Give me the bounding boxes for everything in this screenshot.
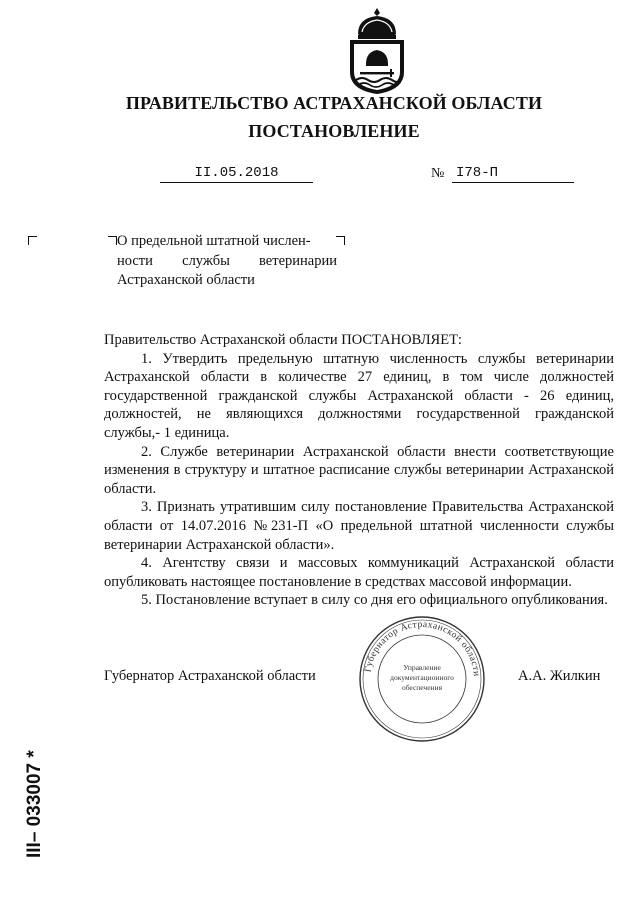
seal-outer-text: Губернатор Астраханской области (363, 619, 481, 678)
document-body (104, 331, 614, 610)
subject-bracket-left (108, 236, 117, 245)
body-item: 1. Утвердить предельную штатную численность службы ветеринарии Астраханской области в количестве 27 единиц, в том числе должностей государственной гражданской службы Астраханской области - 26 единиц, должностей, не являющихся должностями государственной гражданской службы,- 1 единица. (104, 350, 614, 441)
seal-inner-line: Управление (403, 663, 441, 672)
margin-corner-mark (28, 236, 37, 245)
document-type: ПОСТАНОВЛЕНИЕ (248, 121, 420, 141)
body-item: 3. Признать утратившим силу постановление Правительства Астраханской области от 14.07.2016 №231-П «О предельной штатной численности службы ветеринарии Астраханской области». (104, 499, 614, 553)
seal-inner-line: обеспечения (401, 683, 443, 692)
number-sign: № (431, 166, 445, 181)
government-name: ПРАВИТЕЛЬСТВО АСТРАХАНСКОЙ ОБЛАСТИ (125, 93, 543, 113)
subject-line: Астраханской области (117, 272, 255, 288)
serial-text: ІІІ– 033007 * (24, 750, 45, 858)
coat-of-arms-icon (344, 6, 410, 96)
document-date: II.05.2018 (160, 165, 313, 183)
subject-line: ности службы ветеринарии (117, 252, 337, 269)
form-serial-number (18, 690, 50, 860)
body-item: 5. Постановление вступает в силу со дня его официального опубликования. (141, 592, 608, 609)
subject-line: О предельной штатной числен- (117, 233, 311, 249)
signer-name: А.А. Жилкин (518, 668, 601, 684)
body-item: 4. Агентству связи и массовых коммуникаций Астраханской области опубликовать настоящее постановление в средствах массовой информации. (104, 555, 614, 590)
body-intro: Правительство Астраханской области ПОСТАНОВЛЯЕТ: (104, 332, 462, 348)
document-subject (117, 232, 337, 291)
body-item: 2. Службе ветеринарии Астраханской области внести соответствующие изменения в структуру и штатное расписание службы ветеринарии Астраханской области. (104, 443, 614, 497)
subject-bracket-right (336, 236, 345, 245)
document-number: I78-П (452, 165, 574, 183)
official-seal (357, 614, 487, 744)
signer-title: Губернатор Астраханской области (104, 668, 316, 684)
seal-inner-line: документационного (390, 673, 454, 682)
